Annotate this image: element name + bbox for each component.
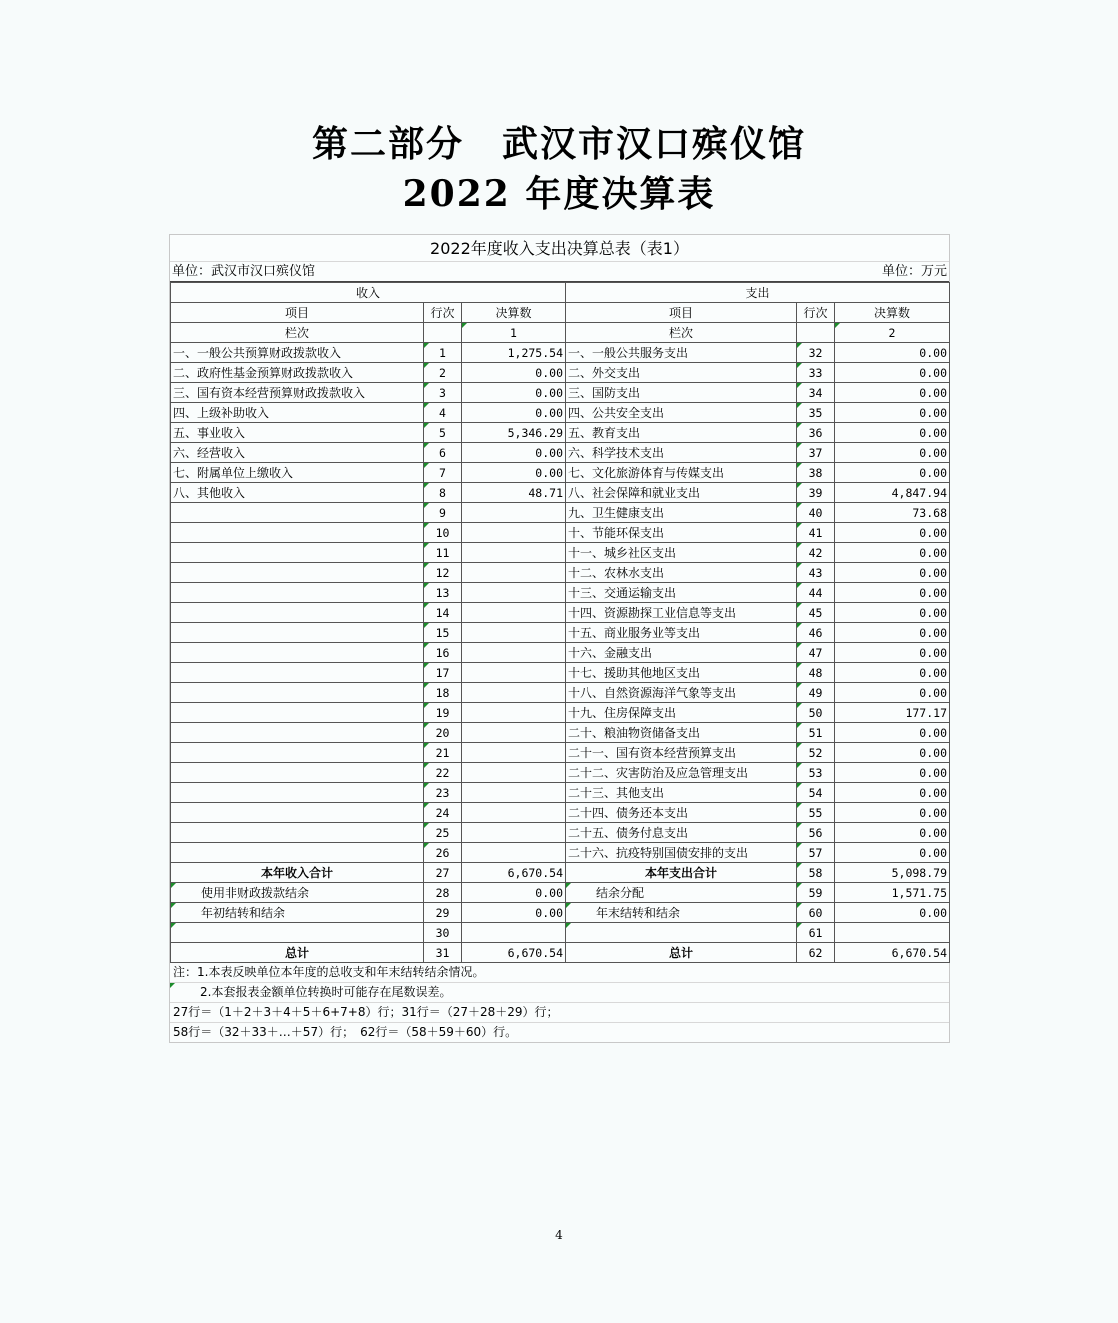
note-line: 2.本套报表金额单位转换时可能存在尾数误差。 [170, 982, 949, 1002]
table-row [171, 543, 950, 563]
income-item: 八、其他收入 [171, 483, 424, 503]
expense-amount: 0.00 [835, 803, 950, 823]
expense-item: 十、节能环保支出 [566, 523, 797, 543]
table-row [171, 523, 950, 543]
income-amount-header: 决算数 [462, 303, 566, 323]
expense-item: 六、科学技术支出 [566, 443, 797, 463]
income-row-no: 26 [424, 843, 462, 863]
income-item: 三、国有资本经营预算财政拨款收入 [171, 383, 424, 403]
income-amount: 0.00 [462, 463, 566, 483]
income-item-header: 项目 [171, 303, 424, 323]
income-amount: 1,275.54 [462, 343, 566, 363]
expense-item: 二十二、灾害防治及应急管理支出 [566, 763, 797, 783]
expense-amount: 0.00 [835, 643, 950, 663]
expense-amount: 0.00 [835, 523, 950, 543]
expense-subtotal-row-no: 58 [797, 863, 835, 883]
income-row-no: 21 [424, 743, 462, 763]
income-amount [462, 503, 566, 523]
income-amount [462, 543, 566, 563]
income-row-no: 3 [424, 383, 462, 403]
expense-amount: 73.68 [835, 503, 950, 523]
income-expense-sheet [169, 234, 950, 1043]
expense-row-no-header: 行次 [797, 303, 835, 323]
expense-item: 二十六、抗疫特别国债安排的支出 [566, 843, 797, 863]
income-amount [462, 583, 566, 603]
income-carryover-amount: 0.00 [462, 883, 566, 903]
table-row [171, 843, 950, 863]
income-row-no: 5 [424, 423, 462, 443]
expense-row-no: 46 [797, 623, 835, 643]
expense-row-no: 39 [797, 483, 835, 503]
table-row [171, 363, 950, 383]
income-amount [462, 623, 566, 643]
table-row [171, 403, 950, 423]
expense-item-header: 项目 [566, 303, 797, 323]
table-row [171, 643, 950, 663]
expense-amount: 0.00 [835, 843, 950, 863]
expense-carryover-item [566, 923, 797, 943]
expense-row-no: 47 [797, 643, 835, 663]
expense-row-no: 32 [797, 343, 835, 363]
income-carryover-item: 使用非财政拨款结余 [171, 883, 424, 903]
expense-amount: 0.00 [835, 423, 950, 443]
expense-row-no: 52 [797, 743, 835, 763]
expense-amount: 0.00 [835, 403, 950, 423]
income-carryover-item: 年初结转和结余 [171, 903, 424, 923]
expense-index-blank [797, 323, 835, 343]
income-amount [462, 703, 566, 723]
table-row [171, 583, 950, 603]
income-item: 四、上级补助收入 [171, 403, 424, 423]
income-item [171, 603, 424, 623]
expense-row-no: 43 [797, 563, 835, 583]
income-item [171, 563, 424, 583]
expense-item: 二十五、债务付息支出 [566, 823, 797, 843]
expense-row-no: 55 [797, 803, 835, 823]
section-header-row [171, 283, 950, 303]
page-number: 4 [555, 1228, 563, 1242]
expense-amount-header: 决算数 [835, 303, 950, 323]
expense-item: 二十三、其他支出 [566, 783, 797, 803]
expense-row-no: 50 [797, 703, 835, 723]
income-index-blank [424, 323, 462, 343]
income-amount: 48.71 [462, 483, 566, 503]
unit-org: 单位：武汉市汉口殡仪馆 [172, 264, 316, 279]
table-row [171, 503, 950, 523]
income-item [171, 623, 424, 643]
column-header-row [171, 303, 950, 323]
expense-item: 十一、城乡社区支出 [566, 543, 797, 563]
income-row-no: 8 [424, 483, 462, 503]
income-item [171, 843, 424, 863]
expense-row-no: 38 [797, 463, 835, 483]
income-item [171, 523, 424, 543]
income-item: 二、政府性基金预算财政拨款收入 [171, 363, 424, 383]
expense-row-no: 36 [797, 423, 835, 443]
table-row [171, 423, 950, 443]
unit-currency: 单位：万元 [881, 264, 947, 279]
income-row-no: 18 [424, 683, 462, 703]
note-line: 注：1.本表反映单位本年度的总收支和年末结转结余情况。 [173, 965, 485, 979]
income-subtotal-amount: 6,670.54 [462, 863, 566, 883]
expense-carryover-row-no: 60 [797, 903, 835, 923]
income-row-no: 13 [424, 583, 462, 603]
expense-carryover-row-no: 59 [797, 883, 835, 903]
income-amount: 0.00 [462, 443, 566, 463]
income-item [171, 823, 424, 843]
unit-row [170, 262, 949, 282]
expense-item: 十八、自然资源海洋气象等支出 [566, 683, 797, 703]
income-carryover-amount [462, 923, 566, 943]
income-carryover-amount: 0.00 [462, 903, 566, 923]
income-header: 收入 [171, 283, 566, 303]
expense-row-no: 35 [797, 403, 835, 423]
expense-amount: 0.00 [835, 783, 950, 803]
expense-item: 二十、粮油物资储备支出 [566, 723, 797, 743]
expense-carryover-amount [835, 923, 950, 943]
expense-subtotal-amount: 5,098.79 [835, 863, 950, 883]
income-item [171, 783, 424, 803]
income-row-no: 9 [424, 503, 462, 523]
expense-item: 十六、金融支出 [566, 643, 797, 663]
income-item [171, 543, 424, 563]
expense-amount: 0.00 [835, 623, 950, 643]
income-row-no: 20 [424, 723, 462, 743]
income-item [171, 703, 424, 723]
expense-carryover-item: 结余分配 [566, 883, 797, 903]
income-amount [462, 663, 566, 683]
expense-amount: 0.00 [835, 743, 950, 763]
income-amount [462, 523, 566, 543]
income-row-no: 17 [424, 663, 462, 683]
page-title-part: 第二部分 武汉市汉口殡仪馆 [311, 123, 806, 165]
income-amount [462, 643, 566, 663]
income-row-no-header: 行次 [424, 303, 462, 323]
table-row [171, 663, 950, 683]
expense-item: 十二、农林水支出 [566, 563, 797, 583]
expense-row-no: 37 [797, 443, 835, 463]
income-amount [462, 563, 566, 583]
expense-total-row-no: 62 [797, 943, 835, 963]
income-amount [462, 803, 566, 823]
expense-row-no: 51 [797, 723, 835, 743]
expense-item: 二十四、债务还本支出 [566, 803, 797, 823]
expense-amount: 0.00 [835, 763, 950, 783]
income-item: 七、附属单位上缴收入 [171, 463, 424, 483]
table-row [171, 703, 950, 723]
carryover-row [171, 883, 950, 903]
expense-amount: 0.00 [835, 823, 950, 843]
income-row-no: 7 [424, 463, 462, 483]
income-amount: 0.00 [462, 383, 566, 403]
expense-amount: 0.00 [835, 463, 950, 483]
income-item: 一、一般公共预算财政拨款收入 [171, 343, 424, 363]
note-line: 27行＝（1＋2＋3＋4＋5＋6+7+8）行；31行＝（27＋28＋29）行； [170, 1002, 949, 1022]
expense-item: 二、外交支出 [566, 363, 797, 383]
income-item [171, 743, 424, 763]
income-row-no: 12 [424, 563, 462, 583]
expense-carryover-row-no: 61 [797, 923, 835, 943]
subtotal-row [171, 863, 950, 883]
income-item [171, 583, 424, 603]
income-subtotal-label: 本年收入合计 [171, 863, 424, 883]
income-amount: 0.00 [462, 363, 566, 383]
table-row [171, 723, 950, 743]
income-amount [462, 743, 566, 763]
expense-carryover-amount: 0.00 [835, 903, 950, 923]
column-index-row [171, 323, 950, 343]
expense-item: 十三、交通运输支出 [566, 583, 797, 603]
income-row-no: 24 [424, 803, 462, 823]
table-row [171, 823, 950, 843]
expense-amount: 0.00 [835, 723, 950, 743]
expense-amount: 0.00 [835, 343, 950, 363]
total-row [171, 943, 950, 963]
table-row [171, 783, 950, 803]
income-total-label: 总计 [171, 943, 424, 963]
income-col-no: 1 [462, 323, 566, 343]
table-row [171, 743, 950, 763]
expense-row-no: 54 [797, 783, 835, 803]
expense-carryover-item: 年末结转和结余 [566, 903, 797, 923]
expense-row-no: 42 [797, 543, 835, 563]
expense-col-no: 2 [835, 323, 950, 343]
note-line: 58行＝（32＋33＋…＋57）行； 62行＝（58＋59＋60）行。 [170, 1022, 949, 1042]
table-notes [170, 963, 949, 1042]
expense-item: 八、社会保障和就业支出 [566, 483, 797, 503]
income-carryover-row-no: 28 [424, 883, 462, 903]
income-row-no: 11 [424, 543, 462, 563]
expense-total-label: 总计 [566, 943, 797, 963]
expense-row-no: 56 [797, 823, 835, 843]
income-amount: 0.00 [462, 403, 566, 423]
expense-item: 三、国防支出 [566, 383, 797, 403]
expense-amount: 0.00 [835, 563, 950, 583]
expense-item: 一、一般公共服务支出 [566, 343, 797, 363]
expense-amount: 0.00 [835, 543, 950, 563]
expense-amount: 177.17 [835, 703, 950, 723]
expense-row-no: 49 [797, 683, 835, 703]
income-row-no: 2 [424, 363, 462, 383]
income-item [171, 763, 424, 783]
expense-carryover-amount: 1,571.75 [835, 883, 950, 903]
table-title: 2022年度收入支出决算总表（表1） [170, 235, 949, 262]
expense-amount: 0.00 [835, 683, 950, 703]
expense-row-no: 40 [797, 503, 835, 523]
expense-item: 七、文化旅游体育与传媒支出 [566, 463, 797, 483]
income-amount: 5,346.29 [462, 423, 566, 443]
expense-item: 十五、商业服务业等支出 [566, 623, 797, 643]
income-row-no: 16 [424, 643, 462, 663]
income-item [171, 663, 424, 683]
income-row-no: 6 [424, 443, 462, 463]
income-amount [462, 783, 566, 803]
income-amount [462, 843, 566, 863]
expense-item: 十四、资源勘探工业信息等支出 [566, 603, 797, 623]
income-item [171, 683, 424, 703]
expense-item: 九、卫生健康支出 [566, 503, 797, 523]
carryover-row [171, 923, 950, 943]
income-carryover-row-no: 30 [424, 923, 462, 943]
income-amount [462, 763, 566, 783]
income-amount [462, 823, 566, 843]
expense-header: 支出 [566, 283, 950, 303]
income-item [171, 803, 424, 823]
carryover-row [171, 903, 950, 923]
expense-item: 五、教育支出 [566, 423, 797, 443]
income-amount [462, 723, 566, 743]
income-item [171, 503, 424, 523]
expense-row-no: 57 [797, 843, 835, 863]
income-carryover-item [171, 923, 424, 943]
income-row-no: 22 [424, 763, 462, 783]
table-row [171, 463, 950, 483]
table-row [171, 603, 950, 623]
income-item [171, 643, 424, 663]
table-row [171, 443, 950, 463]
expense-amount: 0.00 [835, 583, 950, 603]
income-item: 五、事业收入 [171, 423, 424, 443]
expense-amount: 0.00 [835, 443, 950, 463]
expense-subtotal-label: 本年支出合计 [566, 863, 797, 883]
expense-amount: 0.00 [835, 663, 950, 683]
income-row-no: 19 [424, 703, 462, 723]
expense-row-no: 34 [797, 383, 835, 403]
table-row [171, 683, 950, 703]
income-row-no: 23 [424, 783, 462, 803]
expense-amount: 4,847.94 [835, 483, 950, 503]
income-row-no: 10 [424, 523, 462, 543]
income-row-no: 4 [424, 403, 462, 423]
expense-item: 二十一、国有资本经营预算支出 [566, 743, 797, 763]
expense-index-label: 栏次 [566, 323, 797, 343]
expense-row-no: 33 [797, 363, 835, 383]
table-row [171, 803, 950, 823]
table-row [171, 563, 950, 583]
income-amount [462, 603, 566, 623]
income-carryover-row-no: 29 [424, 903, 462, 923]
income-subtotal-row-no: 27 [424, 863, 462, 883]
expense-row-no: 45 [797, 603, 835, 623]
income-item: 六、经营收入 [171, 443, 424, 463]
table-row [171, 383, 950, 403]
income-total-row-no: 31 [424, 943, 462, 963]
table-row [171, 343, 950, 363]
expense-total-amount: 6,670.54 [835, 943, 950, 963]
income-amount [462, 683, 566, 703]
table-row [171, 623, 950, 643]
income-total-amount: 6,670.54 [462, 943, 566, 963]
table-row [171, 483, 950, 503]
expense-row-no: 48 [797, 663, 835, 683]
income-item [171, 723, 424, 743]
page-title-year: 2022 年度决算表 [402, 173, 716, 215]
expense-amount: 0.00 [835, 363, 950, 383]
income-row-no: 14 [424, 603, 462, 623]
expense-row-no: 44 [797, 583, 835, 603]
expense-row-no: 41 [797, 523, 835, 543]
expense-item: 四、公共安全支出 [566, 403, 797, 423]
expense-amount: 0.00 [835, 603, 950, 623]
budget-table [170, 282, 950, 963]
expense-row-no: 53 [797, 763, 835, 783]
income-index-label: 栏次 [171, 323, 424, 343]
expense-item: 十七、援助其他地区支出 [566, 663, 797, 683]
table-row [171, 763, 950, 783]
expense-amount: 0.00 [835, 383, 950, 403]
income-row-no: 15 [424, 623, 462, 643]
income-row-no: 1 [424, 343, 462, 363]
expense-item: 十九、住房保障支出 [566, 703, 797, 723]
income-row-no: 25 [424, 823, 462, 843]
